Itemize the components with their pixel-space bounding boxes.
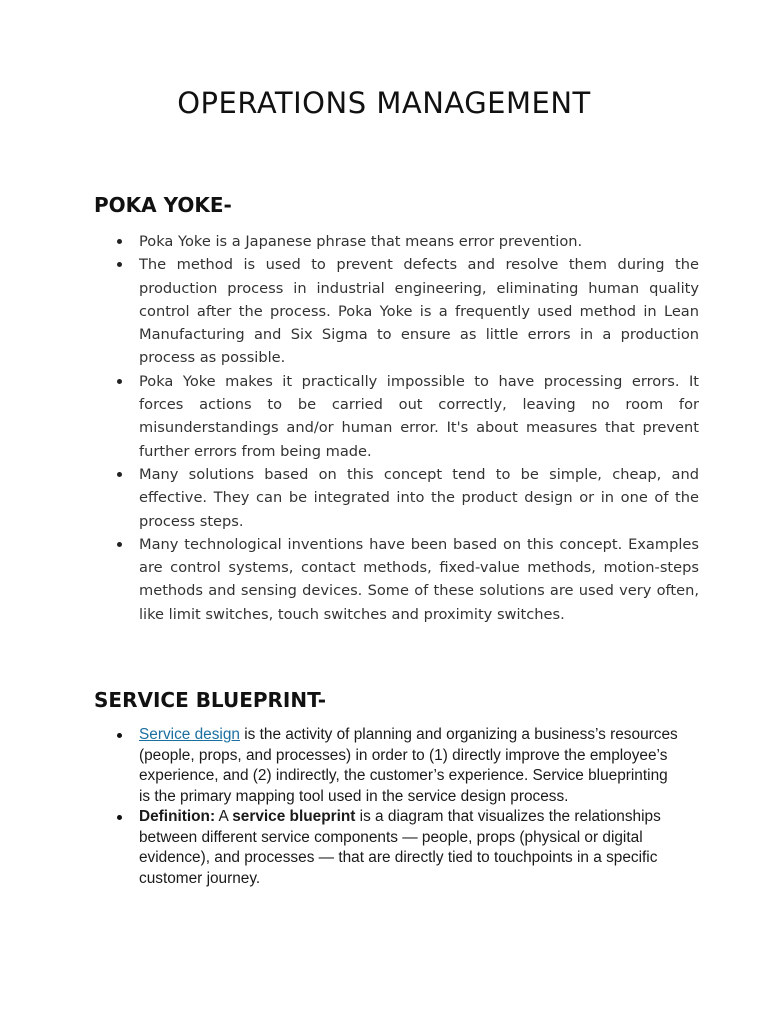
- list-item-text: is a diagram that visualizes the relationships between different service components — people, props (physical or digital evidence), and processes — that are directly tied to touchpoints in a specific customer journey.: [139, 808, 661, 887]
- service-blueprint-term: service blueprint: [232, 808, 356, 825]
- list-item: The method is used to prevent defects and resolve them during the production process in industrial engineering, eliminating human quality control after the process. Poka Yoke is a frequently used method in Lean Manufacturing and Six Sigma to ensure as little errors in a production process as possible.: [139, 253, 699, 369]
- poka-yoke-list: [114, 230, 699, 626]
- section-heading-service-blueprint: SERVICE BLUEPRINT-: [94, 688, 327, 712]
- list-item-text: A: [215, 808, 233, 825]
- service-blueprint-list: [114, 725, 679, 889]
- section-heading-poka-yoke: POKA YOKE-: [94, 193, 232, 217]
- service-design-link[interactable]: Service design: [139, 726, 240, 743]
- list-item: [139, 725, 679, 807]
- list-item: Poka Yoke makes it practically impossible to have processing errors. It forces actions to be carried out correctly, leaving no room for misunderstandings and/or human error. It's about measures that prevent further errors from being made.: [139, 370, 699, 463]
- list-item: [139, 807, 679, 889]
- definition-label: Definition:: [139, 808, 216, 825]
- list-item: Poka Yoke is a Japanese phrase that means error prevention.: [139, 230, 699, 253]
- list-item-text: is the activity of planning and organizing a business’s resources (people, props, and processes) in order to (1) directly improve the employee’s experience, and (2) indirectly, the customer’s experience. Service blueprinting is the primary mapping tool used in the service design process.: [139, 726, 678, 805]
- list-item: Many technological inventions have been based on this concept. Examples are control systems, contact methods, fixed-value methods, motion-steps methods and sensing devices. Some of these solutions are used very often, like limit switches, touch switches and proximity switches.: [139, 533, 699, 626]
- page-title: OPERATIONS MANAGEMENT: [177, 86, 591, 120]
- list-item: Many solutions based on this concept tend to be simple, cheap, and effective. They can be integrated into the product design or in one of the process steps.: [139, 463, 699, 533]
